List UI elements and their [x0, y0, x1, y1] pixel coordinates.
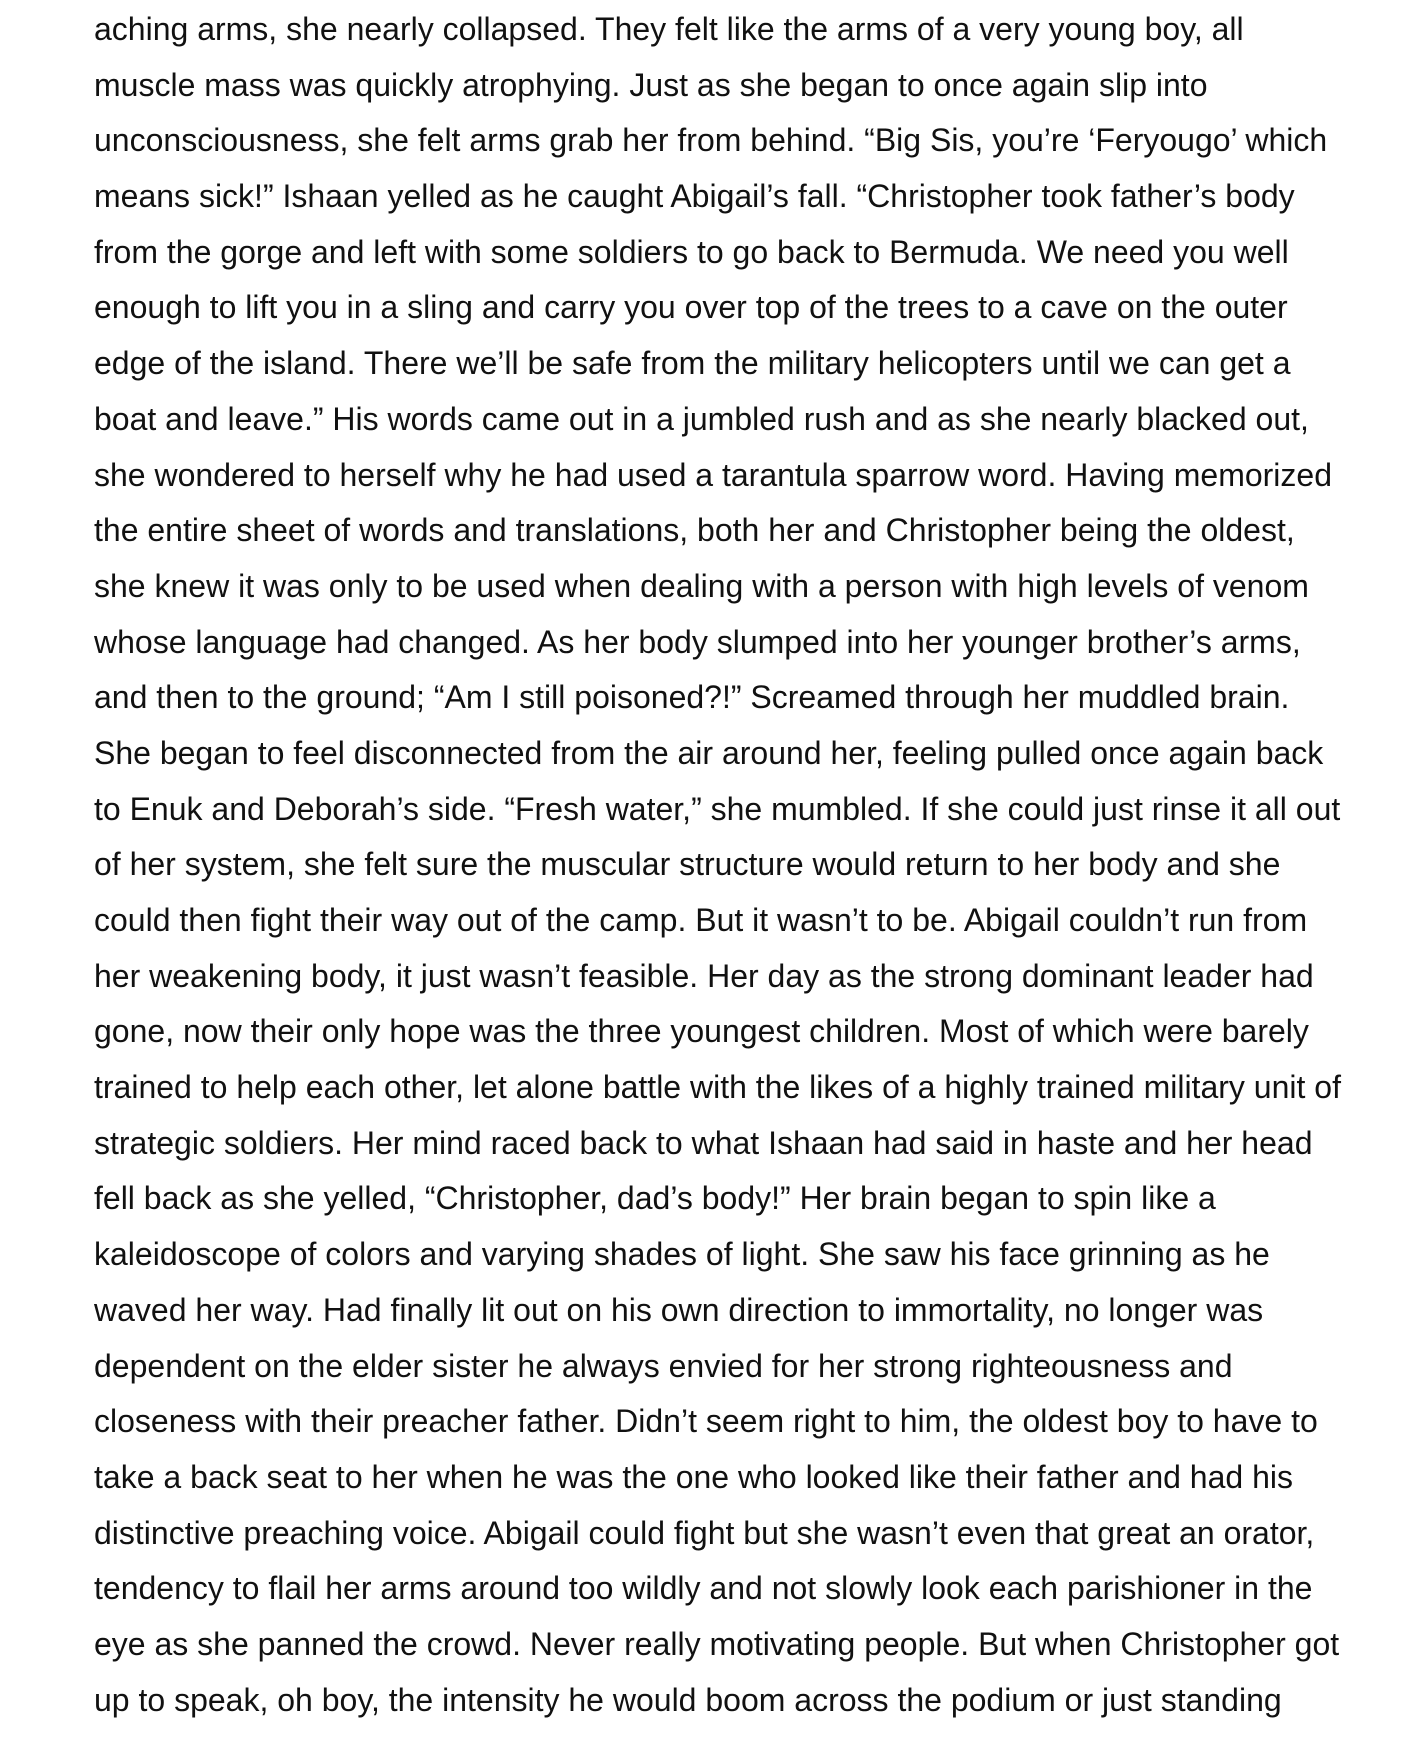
text-line: from the gorge and left with some soldiers to go back to Bermuda. We need you well — [94, 233, 1289, 270]
text-line: distinctive preaching voice. Abigail could fight but she wasn’t even that great an orator, — [94, 1514, 1315, 1551]
text-line: take a back seat to her when he was the one who looked like their father and had his — [94, 1458, 1293, 1495]
text-line: closeness with their preacher father. Didn’t seem right to him, the oldest boy to have to — [94, 1403, 1318, 1440]
text-line: she wondered to herself why he had used a tarantula sparrow word. Having memorized — [94, 456, 1332, 493]
text-line: aching arms, she nearly collapsed. They felt like the arms of a very young boy, all — [94, 11, 1244, 47]
text-line: and then to the ground; “Am I still poisoned?!” Screamed through her muddled brain. — [94, 679, 1290, 716]
body-text — [94, 2, 1384, 1728]
text-line: trained to help each other, let alone battle with the likes of a highly trained military unit of — [94, 1069, 1341, 1106]
text-line: to Enuk and Deborah’s side. “Fresh water,” she mumbled. If she could just rinse it all out — [94, 790, 1341, 827]
text-line: edge of the island. There we’ll be safe from the military helicopters until we can get a — [94, 345, 1291, 382]
text-line: up to speak, oh boy, the intensity he would boom across the podium or just standing — [94, 1681, 1282, 1718]
text-line: of her system, she felt sure the muscular structure would return to her body and she — [94, 846, 1281, 883]
text-line: muscle mass was quickly atrophying. Just as she began to once again slip into — [94, 66, 1208, 103]
text-line: enough to lift you in a sling and carry you over top of the trees to a cave on the outer — [94, 289, 1288, 326]
text-line: strategic soldiers. Her mind raced back to what Ishaan had said in haste and her head — [94, 1124, 1313, 1161]
text-line: unconsciousness, she felt arms grab her from behind. “Big Sis, you’re ‘Feryougo’ which — [94, 122, 1328, 159]
text-line: eye as she panned the crowd. Never really motivating people. But when Christopher got — [94, 1625, 1340, 1662]
text-line: her weakening body, it just wasn’t feasible. Her day as the strong dominant leader had — [94, 957, 1314, 994]
text-line: she knew it was only to be used when dealing with a person with high levels of venom — [94, 567, 1309, 604]
text-line: means sick!” Ishaan yelled as he caught Abigail’s fall. “Christopher took father’s body — [94, 178, 1295, 215]
text-line: She began to feel disconnected from the air around her, feeling pulled once again back — [94, 734, 1324, 771]
text-line: gone, now their only hope was the three youngest children. Most of which were barely — [94, 1013, 1309, 1050]
text-line: tendency to flail her arms around too wildly and not slowly look each parishioner in the — [94, 1570, 1313, 1607]
text-line: dependent on the elder sister he always envied for her strong righteousness and — [94, 1347, 1233, 1384]
text-line: whose language had changed. As her body slumped into her younger brother’s arms, — [94, 623, 1301, 660]
text-line: kaleidoscope of colors and varying shades of light. She saw his face grinning as he — [94, 1236, 1270, 1273]
text-line: could then fight their way out of the camp. But it wasn’t to be. Abigail couldn’t run from — [94, 902, 1308, 938]
text-line: fell back as she yelled, “Christopher, dad’s body!” Her brain began to spin like a — [94, 1180, 1216, 1217]
text-line: boat and leave.” His words came out in a jumbled rush and as she nearly blacked out, — [94, 400, 1309, 437]
text-line: waved her way. Had finally lit out on his own direction to immortality, no longer was — [94, 1291, 1264, 1328]
text-line: the entire sheet of words and translations, both her and Christopher being the oldest, — [94, 512, 1295, 549]
